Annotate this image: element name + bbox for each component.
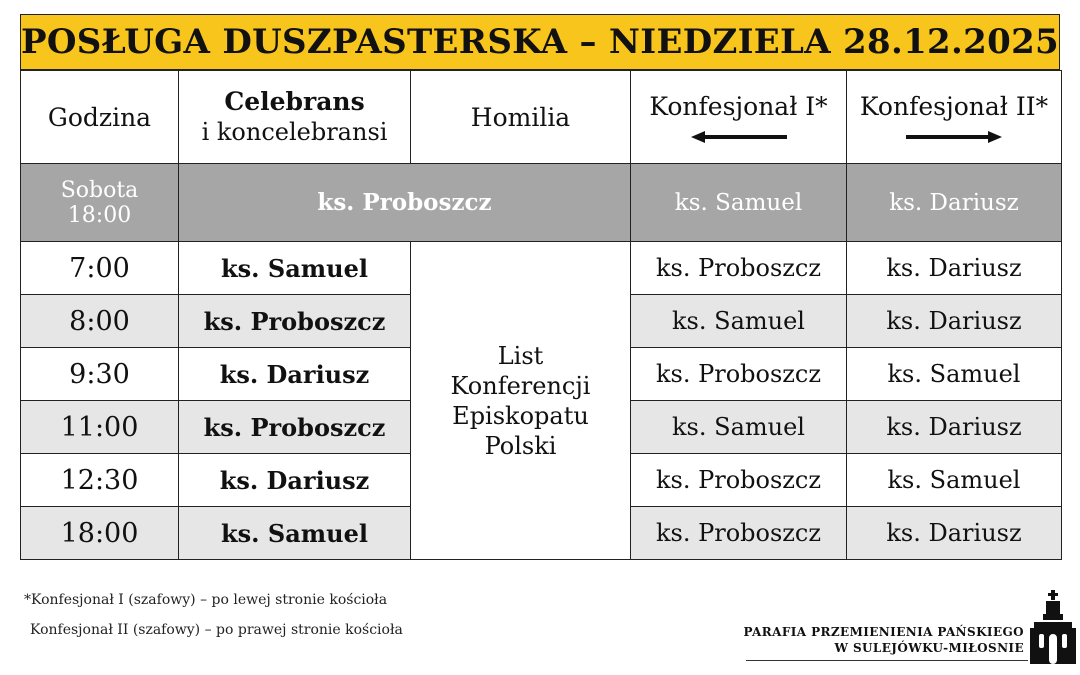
row-time: 9:30 <box>21 348 179 401</box>
row-celebrant: ks. Samuel <box>179 242 411 295</box>
row-celebrant: ks. Proboszcz <box>179 295 411 348</box>
row-conf1: ks. Proboszcz <box>631 507 847 560</box>
row-time: 18:00 <box>21 507 179 560</box>
homily-line: Episkopatu <box>452 401 589 430</box>
header-confessional-2 <box>847 71 1062 164</box>
row-time: 7:00 <box>21 242 179 295</box>
header-row <box>21 71 1062 164</box>
row-celebrant: ks. Samuel <box>179 507 411 560</box>
row-time: 12:30 <box>21 454 179 507</box>
header-time: Godzina <box>21 71 179 164</box>
saturday-conf2: ks. Dariusz <box>847 164 1062 242</box>
footnote-confessional-2: Konfesjonał II (szafowy) – po prawej stronie kościoła <box>30 622 403 638</box>
footnote-confessional-1: *Konfesjonał I (szafowy) – po lewej stronie kościoła <box>24 592 388 608</box>
row-conf2: ks. Samuel <box>847 348 1062 401</box>
left-arrow-icon <box>691 131 787 143</box>
header-homily: Homilia <box>411 71 631 164</box>
row-conf1: ks. Samuel <box>631 401 847 454</box>
row-conf2: ks. Dariusz <box>847 401 1062 454</box>
row-celebrant: ks. Proboszcz <box>179 401 411 454</box>
header-celebrant-title: Celebrans <box>224 87 365 116</box>
homily-line: List <box>497 341 544 370</box>
homily-line: Konferencji <box>450 371 591 400</box>
right-arrow-icon <box>906 131 1002 143</box>
header-conf1-label: Konfesjonał I* <box>649 91 828 121</box>
homily-line: Polski <box>484 431 557 460</box>
table-row <box>21 242 1062 295</box>
saturday-conf1: ks. Samuel <box>631 164 847 242</box>
row-conf1: ks. Samuel <box>631 295 847 348</box>
saturday-row <box>21 164 1062 242</box>
schedule-table <box>20 70 1062 560</box>
row-conf1: ks. Proboszcz <box>631 348 847 401</box>
saturday-day: Sobota <box>60 177 139 203</box>
church-icon <box>1030 590 1076 664</box>
row-conf1: ks. Proboszcz <box>631 242 847 295</box>
row-time: 8:00 <box>21 295 179 348</box>
parish-name-line1: PARAFIA PRZEMIENIENIA PAŃSKIEGO <box>743 625 1024 639</box>
header-celebrant-subtitle: i koncelebransi <box>201 118 388 146</box>
parish-name <box>744 624 1025 656</box>
row-conf2: ks. Dariusz <box>847 295 1062 348</box>
row-conf2: ks. Dariusz <box>847 507 1062 560</box>
row-time: 11:00 <box>21 401 179 454</box>
header-confessional-1 <box>631 71 847 164</box>
parish-name-line2: W SULEJÓWKU-MIŁOSNIE <box>834 641 1024 655</box>
row-celebrant: ks. Dariusz <box>179 348 411 401</box>
row-celebrant: ks. Dariusz <box>179 454 411 507</box>
row-conf2: ks. Samuel <box>847 454 1062 507</box>
header-conf2-label: Konfesjonał II* <box>859 91 1049 121</box>
row-conf2: ks. Dariusz <box>847 242 1062 295</box>
saturday-time-cell <box>21 164 179 242</box>
saturday-celebrant: ks. Proboszcz <box>179 164 631 242</box>
parish-underline <box>746 660 1028 661</box>
row-conf1: ks. Proboszcz <box>631 454 847 507</box>
header-celebrant <box>179 71 411 164</box>
page-title: POSŁUGA DUSZPASTERSKA – NIEDZIELA 28.12.2025 <box>20 14 1060 70</box>
saturday-time: 18:00 <box>67 202 132 228</box>
homily-cell <box>411 242 631 560</box>
